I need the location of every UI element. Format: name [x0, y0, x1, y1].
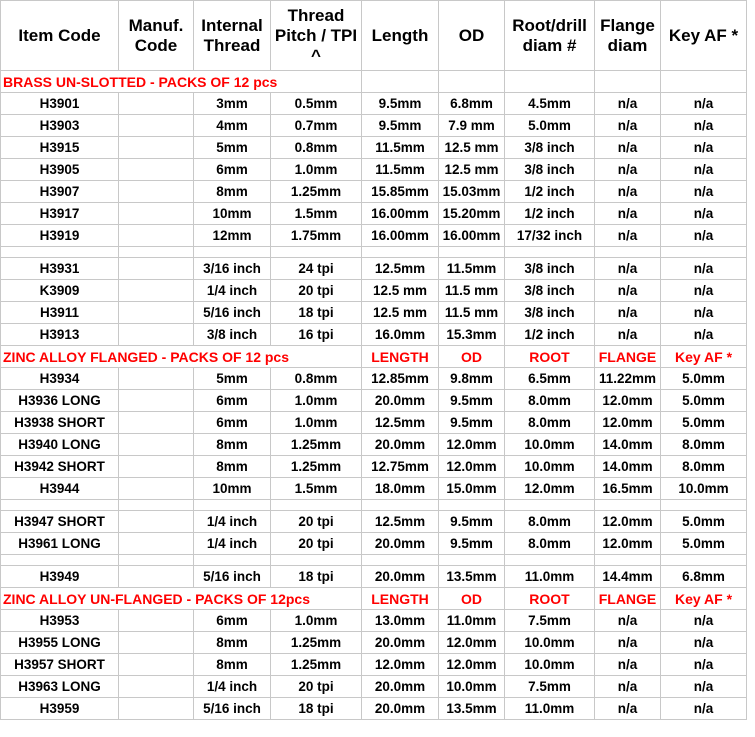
- cell-thread-pitch: 0.7mm: [271, 115, 362, 137]
- cell-internal-thread: 1/4 inch: [194, 511, 271, 533]
- cell-manuf-code: [119, 302, 194, 324]
- cell-flange: n/a: [595, 203, 661, 225]
- section-label-od: OD: [439, 588, 505, 610]
- cell-length: 16.0mm: [362, 324, 439, 346]
- cell-od: 9.8mm: [439, 368, 505, 390]
- cell-length: 12.5 mm: [362, 280, 439, 302]
- cell-internal-thread: 1/4 inch: [194, 676, 271, 698]
- cell-item-code: H3944: [1, 478, 119, 500]
- cell-item-code: H3955 LONG: [1, 632, 119, 654]
- cell-item-code: H3936 LONG: [1, 390, 119, 412]
- cell-key-af: 8.0mm: [661, 434, 747, 456]
- cell-od: 15.0mm: [439, 478, 505, 500]
- cell-item-code: H3907: [1, 181, 119, 203]
- cell-internal-thread: 4mm: [194, 115, 271, 137]
- cell-root: 7.5mm: [505, 610, 595, 632]
- cell-root: 10.0mm: [505, 456, 595, 478]
- cell-key-af: n/a: [661, 610, 747, 632]
- group-spacer: [194, 500, 271, 511]
- cell-thread-pitch: 18 tpi: [271, 698, 362, 720]
- cell-item-code: H3915: [1, 137, 119, 159]
- cell-internal-thread: 3/8 inch: [194, 324, 271, 346]
- cell-length: 18.0mm: [362, 478, 439, 500]
- cell-manuf-code: [119, 511, 194, 533]
- cell-internal-thread: 3/16 inch: [194, 258, 271, 280]
- group-spacer: [661, 555, 747, 566]
- cell-flange: 14.4mm: [595, 566, 661, 588]
- section-empty-cell: [595, 71, 661, 93]
- cell-item-code: H3949: [1, 566, 119, 588]
- cell-manuf-code: [119, 654, 194, 676]
- cell-manuf-code: [119, 203, 194, 225]
- cell-manuf-code: [119, 93, 194, 115]
- cell-root: 8.0mm: [505, 390, 595, 412]
- cell-od: 10.0mm: [439, 676, 505, 698]
- cell-key-af: n/a: [661, 93, 747, 115]
- header-flange-diam: Flange diam: [595, 0, 661, 71]
- cell-key-af: 5.0mm: [661, 511, 747, 533]
- cell-internal-thread: 8mm: [194, 181, 271, 203]
- cell-manuf-code: [119, 566, 194, 588]
- cell-flange: n/a: [595, 676, 661, 698]
- cell-item-code: H3963 LONG: [1, 676, 119, 698]
- cell-length: 20.0mm: [362, 434, 439, 456]
- group-spacer: [119, 555, 194, 566]
- cell-root: 17/32 inch: [505, 225, 595, 247]
- cell-internal-thread: 5mm: [194, 137, 271, 159]
- cell-od: 12.0mm: [439, 434, 505, 456]
- header-manuf-code: Manuf. Code: [119, 0, 194, 71]
- cell-thread-pitch: 20 tpi: [271, 511, 362, 533]
- cell-manuf-code: [119, 434, 194, 456]
- cell-length: 20.0mm: [362, 533, 439, 555]
- section-label-key-af: Key AF *: [661, 588, 747, 610]
- cell-od: 12.5 mm: [439, 159, 505, 181]
- cell-internal-thread: 6mm: [194, 159, 271, 181]
- cell-od: 15.3mm: [439, 324, 505, 346]
- cell-length: 20.0mm: [362, 632, 439, 654]
- cell-root: 10.0mm: [505, 632, 595, 654]
- cell-internal-thread: 8mm: [194, 456, 271, 478]
- cell-root: 7.5mm: [505, 676, 595, 698]
- cell-od: 12.0mm: [439, 632, 505, 654]
- cell-manuf-code: [119, 137, 194, 159]
- group-spacer: [362, 247, 439, 258]
- cell-length: 12.5 mm: [362, 302, 439, 324]
- cell-item-code: H3947 SHORT: [1, 511, 119, 533]
- cell-length: 12.5mm: [362, 412, 439, 434]
- group-spacer: [595, 500, 661, 511]
- cell-key-af: n/a: [661, 280, 747, 302]
- cell-item-code: H3913: [1, 324, 119, 346]
- section-title: BRASS UN-SLOTTED - PACKS OF 12 pcs: [1, 71, 362, 93]
- cell-length: 12.75mm: [362, 456, 439, 478]
- cell-internal-thread: 8mm: [194, 654, 271, 676]
- cell-length: 12.5mm: [362, 258, 439, 280]
- cell-thread-pitch: 1.75mm: [271, 225, 362, 247]
- cell-root: 8.0mm: [505, 412, 595, 434]
- cell-root: 3/8 inch: [505, 302, 595, 324]
- cell-key-af: 5.0mm: [661, 412, 747, 434]
- cell-flange: n/a: [595, 698, 661, 720]
- section-title: ZINC ALLOY FLANGED - PACKS OF 12 pcs: [1, 346, 362, 368]
- group-spacer: [505, 500, 595, 511]
- cell-length: 13.0mm: [362, 610, 439, 632]
- cell-item-code: H3938 SHORT: [1, 412, 119, 434]
- cell-thread-pitch: 16 tpi: [271, 324, 362, 346]
- cell-key-af: n/a: [661, 181, 747, 203]
- cell-item-code: H3961 LONG: [1, 533, 119, 555]
- section-label-root: ROOT: [505, 346, 595, 368]
- cell-key-af: n/a: [661, 225, 747, 247]
- section-empty-cell: [439, 71, 505, 93]
- cell-thread-pitch: 1.25mm: [271, 654, 362, 676]
- cell-internal-thread: 5/16 inch: [194, 566, 271, 588]
- cell-manuf-code: [119, 478, 194, 500]
- cell-flange: 11.22mm: [595, 368, 661, 390]
- cell-od: 11.5mm: [439, 258, 505, 280]
- cell-root: 12.0mm: [505, 478, 595, 500]
- cell-flange: n/a: [595, 302, 661, 324]
- section-label-length: LENGTH: [362, 346, 439, 368]
- cell-flange: 14.0mm: [595, 434, 661, 456]
- cell-key-af: 10.0mm: [661, 478, 747, 500]
- cell-flange: n/a: [595, 225, 661, 247]
- cell-flange: 16.5mm: [595, 478, 661, 500]
- cell-internal-thread: 6mm: [194, 412, 271, 434]
- section-empty-cell: [505, 71, 595, 93]
- cell-od: 13.5mm: [439, 698, 505, 720]
- cell-od: 16.00mm: [439, 225, 505, 247]
- section-empty-cell: [661, 71, 747, 93]
- cell-flange: n/a: [595, 181, 661, 203]
- cell-item-code: H3917: [1, 203, 119, 225]
- cell-thread-pitch: 1.0mm: [271, 159, 362, 181]
- cell-thread-pitch: 20 tpi: [271, 280, 362, 302]
- group-spacer: [595, 247, 661, 258]
- cell-item-code: H3953: [1, 610, 119, 632]
- header-internal-thread: Internal Thread: [194, 0, 271, 71]
- cell-item-code: H3901: [1, 93, 119, 115]
- cell-item-code: H3934: [1, 368, 119, 390]
- cell-item-code: K3909: [1, 280, 119, 302]
- cell-root: 3/8 inch: [505, 258, 595, 280]
- cell-key-af: 6.8mm: [661, 566, 747, 588]
- cell-flange: 12.0mm: [595, 533, 661, 555]
- group-spacer: [1, 555, 119, 566]
- cell-manuf-code: [119, 698, 194, 720]
- cell-thread-pitch: 0.8mm: [271, 137, 362, 159]
- cell-manuf-code: [119, 412, 194, 434]
- group-spacer: [439, 555, 505, 566]
- cell-flange: n/a: [595, 324, 661, 346]
- cell-key-af: n/a: [661, 115, 747, 137]
- cell-item-code: H3911: [1, 302, 119, 324]
- cell-internal-thread: 10mm: [194, 478, 271, 500]
- cell-key-af: 5.0mm: [661, 390, 747, 412]
- group-spacer: [439, 500, 505, 511]
- cell-od: 9.5mm: [439, 533, 505, 555]
- cell-key-af: n/a: [661, 676, 747, 698]
- cell-internal-thread: 1/4 inch: [194, 280, 271, 302]
- cell-od: 15.20mm: [439, 203, 505, 225]
- cell-key-af: n/a: [661, 258, 747, 280]
- group-spacer: [661, 500, 747, 511]
- cell-manuf-code: [119, 456, 194, 478]
- cell-manuf-code: [119, 324, 194, 346]
- cell-manuf-code: [119, 368, 194, 390]
- cell-flange: n/a: [595, 258, 661, 280]
- cell-od: 15.03mm: [439, 181, 505, 203]
- cell-internal-thread: 5/16 inch: [194, 302, 271, 324]
- group-spacer: [362, 500, 439, 511]
- cell-length: 16.00mm: [362, 225, 439, 247]
- cell-length: 20.0mm: [362, 698, 439, 720]
- cell-flange: n/a: [595, 137, 661, 159]
- cell-key-af: n/a: [661, 203, 747, 225]
- cell-root: 4.5mm: [505, 93, 595, 115]
- cell-manuf-code: [119, 390, 194, 412]
- group-spacer: [271, 247, 362, 258]
- cell-root: 6.5mm: [505, 368, 595, 390]
- cell-root: 1/2 inch: [505, 324, 595, 346]
- cell-key-af: 5.0mm: [661, 533, 747, 555]
- cell-internal-thread: 8mm: [194, 434, 271, 456]
- section-label-flange: FLANGE: [595, 588, 661, 610]
- cell-length: 12.85mm: [362, 368, 439, 390]
- section-empty-cell: [362, 71, 439, 93]
- group-spacer: [362, 555, 439, 566]
- cell-internal-thread: 5mm: [194, 368, 271, 390]
- cell-internal-thread: 3mm: [194, 93, 271, 115]
- cell-length: 9.5mm: [362, 115, 439, 137]
- cell-manuf-code: [119, 280, 194, 302]
- group-spacer: [505, 247, 595, 258]
- cell-length: 20.0mm: [362, 676, 439, 698]
- cell-item-code: H3903: [1, 115, 119, 137]
- cell-internal-thread: 6mm: [194, 390, 271, 412]
- header-item-code: Item Code: [1, 0, 119, 71]
- cell-key-af: n/a: [661, 159, 747, 181]
- cell-od: 12.5 mm: [439, 137, 505, 159]
- header-od: OD: [439, 0, 505, 71]
- cell-flange: n/a: [595, 610, 661, 632]
- cell-length: 12.0mm: [362, 654, 439, 676]
- cell-flange: 12.0mm: [595, 390, 661, 412]
- cell-root: 11.0mm: [505, 566, 595, 588]
- cell-root: 8.0mm: [505, 533, 595, 555]
- cell-thread-pitch: 1.25mm: [271, 632, 362, 654]
- cell-length: 12.5mm: [362, 511, 439, 533]
- cell-key-af: n/a: [661, 698, 747, 720]
- cell-manuf-code: [119, 533, 194, 555]
- cell-od: 6.8mm: [439, 93, 505, 115]
- cell-root: 8.0mm: [505, 511, 595, 533]
- cell-length: 9.5mm: [362, 93, 439, 115]
- cell-od: 12.0mm: [439, 654, 505, 676]
- cell-length: 15.85mm: [362, 181, 439, 203]
- cell-thread-pitch: 20 tpi: [271, 676, 362, 698]
- cell-flange: 12.0mm: [595, 412, 661, 434]
- cell-flange: n/a: [595, 654, 661, 676]
- cell-internal-thread: 6mm: [194, 610, 271, 632]
- cell-thread-pitch: 1.25mm: [271, 181, 362, 203]
- header-thread-pitch: Thread Pitch / TPI ^: [271, 0, 362, 71]
- cell-root: 10.0mm: [505, 434, 595, 456]
- cell-root: 1/2 inch: [505, 181, 595, 203]
- cell-root: 11.0mm: [505, 698, 595, 720]
- group-spacer: [194, 247, 271, 258]
- cell-flange: 12.0mm: [595, 511, 661, 533]
- group-spacer: [1, 500, 119, 511]
- group-spacer: [194, 555, 271, 566]
- cell-thread-pitch: 1.0mm: [271, 412, 362, 434]
- cell-manuf-code: [119, 610, 194, 632]
- group-spacer: [661, 247, 747, 258]
- group-spacer: [119, 500, 194, 511]
- cell-internal-thread: 1/4 inch: [194, 533, 271, 555]
- header-root-drill: Root/drill diam #: [505, 0, 595, 71]
- cell-key-af: n/a: [661, 324, 747, 346]
- cell-item-code: H3957 SHORT: [1, 654, 119, 676]
- cell-manuf-code: [119, 181, 194, 203]
- cell-key-af: 8.0mm: [661, 456, 747, 478]
- cell-thread-pitch: 24 tpi: [271, 258, 362, 280]
- cell-item-code: H3931: [1, 258, 119, 280]
- section-label-od: OD: [439, 346, 505, 368]
- cell-item-code: H3919: [1, 225, 119, 247]
- cell-item-code: H3940 LONG: [1, 434, 119, 456]
- cell-item-code: H3905: [1, 159, 119, 181]
- cell-internal-thread: 12mm: [194, 225, 271, 247]
- cell-flange: 14.0mm: [595, 456, 661, 478]
- cell-od: 11.5 mm: [439, 302, 505, 324]
- cell-key-af: 5.0mm: [661, 368, 747, 390]
- group-spacer: [119, 247, 194, 258]
- cell-flange: n/a: [595, 93, 661, 115]
- cell-flange: n/a: [595, 159, 661, 181]
- section-label-key-af: Key AF *: [661, 346, 747, 368]
- cell-flange: n/a: [595, 115, 661, 137]
- cell-od: 7.9 mm: [439, 115, 505, 137]
- group-spacer: [1, 247, 119, 258]
- cell-item-code: H3942 SHORT: [1, 456, 119, 478]
- cell-od: 9.5mm: [439, 511, 505, 533]
- header-length: Length: [362, 0, 439, 71]
- cell-root: 3/8 inch: [505, 159, 595, 181]
- cell-od: 9.5mm: [439, 390, 505, 412]
- cell-thread-pitch: 1.5mm: [271, 478, 362, 500]
- cell-length: 11.5mm: [362, 159, 439, 181]
- cell-root: 5.0mm: [505, 115, 595, 137]
- cell-item-code: H3959: [1, 698, 119, 720]
- cell-manuf-code: [119, 676, 194, 698]
- cell-key-af: n/a: [661, 137, 747, 159]
- section-label-root: ROOT: [505, 588, 595, 610]
- cell-thread-pitch: 0.8mm: [271, 368, 362, 390]
- cell-manuf-code: [119, 159, 194, 181]
- cell-key-af: n/a: [661, 632, 747, 654]
- group-spacer: [271, 500, 362, 511]
- cell-internal-thread: 10mm: [194, 203, 271, 225]
- cell-flange: n/a: [595, 632, 661, 654]
- cell-thread-pitch: 20 tpi: [271, 533, 362, 555]
- group-spacer: [505, 555, 595, 566]
- cell-thread-pitch: 0.5mm: [271, 93, 362, 115]
- cell-od: 11.5 mm: [439, 280, 505, 302]
- group-spacer: [595, 555, 661, 566]
- cell-thread-pitch: 1.25mm: [271, 434, 362, 456]
- cell-thread-pitch: 1.0mm: [271, 390, 362, 412]
- cell-root: 3/8 inch: [505, 137, 595, 159]
- header-key-af: Key AF *: [661, 0, 747, 71]
- cell-internal-thread: 5/16 inch: [194, 698, 271, 720]
- cell-od: 13.5mm: [439, 566, 505, 588]
- cell-length: 20.0mm: [362, 566, 439, 588]
- section-title: ZINC ALLOY UN-FLANGED - PACKS OF 12pcs: [1, 588, 362, 610]
- cell-key-af: n/a: [661, 302, 747, 324]
- cell-od: 12.0mm: [439, 456, 505, 478]
- cell-thread-pitch: 18 tpi: [271, 566, 362, 588]
- cell-length: 16.00mm: [362, 203, 439, 225]
- cell-manuf-code: [119, 225, 194, 247]
- cell-thread-pitch: 18 tpi: [271, 302, 362, 324]
- cell-root: 10.0mm: [505, 654, 595, 676]
- cell-length: 20.0mm: [362, 390, 439, 412]
- cell-od: 9.5mm: [439, 412, 505, 434]
- cell-thread-pitch: 1.0mm: [271, 610, 362, 632]
- cell-internal-thread: 8mm: [194, 632, 271, 654]
- section-label-length: LENGTH: [362, 588, 439, 610]
- section-label-flange: FLANGE: [595, 346, 661, 368]
- cell-manuf-code: [119, 632, 194, 654]
- cell-flange: n/a: [595, 280, 661, 302]
- group-spacer: [439, 247, 505, 258]
- cell-od: 11.0mm: [439, 610, 505, 632]
- cell-manuf-code: [119, 115, 194, 137]
- cell-length: 11.5mm: [362, 137, 439, 159]
- cell-root: 3/8 inch: [505, 280, 595, 302]
- cell-thread-pitch: 1.25mm: [271, 456, 362, 478]
- cell-key-af: n/a: [661, 654, 747, 676]
- cell-root: 1/2 inch: [505, 203, 595, 225]
- group-spacer: [271, 555, 362, 566]
- cell-manuf-code: [119, 258, 194, 280]
- cell-thread-pitch: 1.5mm: [271, 203, 362, 225]
